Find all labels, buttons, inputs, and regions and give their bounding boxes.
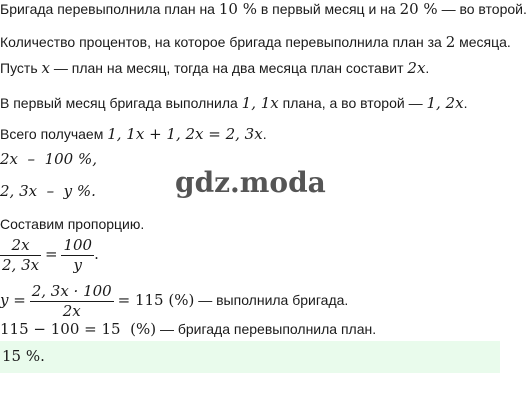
text: В первый месяц бригада выполнила — [0, 95, 242, 111]
sentence-percent-count — [0, 33, 511, 51]
text: . — [262, 126, 267, 142]
text: в первый месяц и на — [256, 1, 400, 17]
text: Количество процентов, на которое бригада перевыполнила план за — [0, 34, 446, 50]
sentence-proportion: Составим пропорцию. — [0, 216, 145, 232]
y-equation — [0, 283, 348, 323]
relation-line-2: 2, 3x – y %. — [0, 182, 96, 200]
math: 2x — [407, 59, 426, 77]
denominator: y — [73, 256, 83, 274]
text: — бригада перевыполнила план. — [156, 321, 377, 337]
text: Пусть — [0, 60, 42, 76]
proportion-equation — [0, 237, 99, 283]
sentence-let-x — [0, 59, 429, 77]
math: 1, 2x — [426, 94, 464, 112]
denominator: 2, 3x — [2, 256, 40, 274]
math: 1, 1x + 1, 2x = 2, 3x — [107, 125, 263, 143]
answer-highlight — [0, 341, 500, 373]
text: — выполнила бригада. — [194, 292, 349, 309]
math: 115 − 100 = 15 (%) — [0, 320, 157, 338]
numerator: 2x — [0, 237, 41, 256]
watermark: gdz.moda — [175, 166, 326, 199]
math: y = — [0, 291, 26, 310]
math: 1, 1x — [241, 94, 279, 112]
equals-sign: = — [44, 245, 58, 264]
sentence-total — [0, 125, 267, 143]
numerator: 100 — [63, 236, 93, 254]
relation-line-1: 2x – 100 %, — [0, 150, 97, 168]
text: — во второй. — [437, 1, 527, 17]
text: месяца. — [455, 34, 511, 50]
math: = 115 (%) — [117, 291, 195, 310]
text: . — [463, 95, 468, 111]
fraction-y — [30, 283, 114, 320]
math: x — [41, 59, 50, 77]
fraction-left — [0, 237, 41, 274]
sentence-plan-overfulfilled — [0, 0, 527, 18]
math: 20 % — [399, 0, 438, 18]
text: — план на месяц, тогда на два месяца план составит — [49, 60, 408, 76]
fraction-right — [61, 237, 94, 274]
text: Всего получаем — [0, 126, 108, 142]
text: плана, а во второй — — [278, 95, 427, 111]
text: Бригада перевыполнила план на — [0, 1, 219, 17]
sentence-first-month — [0, 94, 467, 112]
overfulfilled-equation — [0, 320, 376, 338]
period: . — [94, 245, 99, 264]
denominator: 2x — [62, 302, 81, 320]
math: 10 % — [218, 0, 257, 18]
text: . — [425, 60, 430, 76]
numerator: 2, 3x · 100 — [31, 282, 112, 300]
math: 2 — [445, 33, 456, 51]
answer-text: 15 %. — [2, 347, 45, 365]
